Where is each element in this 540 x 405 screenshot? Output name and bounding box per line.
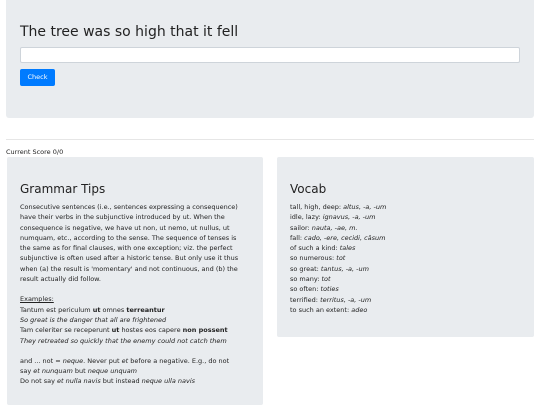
vocab-item: fall: cado, -ere, cecidi, cāsum: [290, 233, 386, 242]
example-translation: So great is the danger that all are frightened: [20, 315, 167, 324]
vocab-item: idle, lazy: ignavus, -a, -um: [290, 213, 376, 222]
negation-note: and ... not = neque. Never put et before a negative. E.g., do not: [20, 356, 230, 365]
grammar-intro-line: when (a) the result is 'momentary' and not continuous, and (b) the: [20, 264, 238, 273]
vocab-card: [277, 157, 534, 337]
vocab-item: so many: tot: [290, 275, 331, 284]
grammar-tips-card: [7, 157, 263, 405]
grammar-tips-body: [20, 202, 256, 387]
grammar-intro-line: consequence is negative, we have ut non, ut nemo, ut nullus, ut: [20, 223, 230, 232]
grammar-intro-line: result actually did follow.: [20, 275, 101, 284]
grammar-intro-line: have their verbs in the subjunctive introduced by ut. When the: [20, 213, 225, 222]
check-button[interactable]: Check: [20, 69, 55, 86]
answer-input[interactable]: [20, 47, 520, 63]
vocab-item: terrified: territus, -a, -um: [290, 295, 372, 304]
grammar-tips-title: Grammar Tips: [20, 182, 106, 196]
vocab-title: Vocab: [290, 182, 327, 196]
example-latin: Tantum est periculum ut omnes terreantur: [20, 305, 165, 314]
examples-heading: Examples:: [20, 295, 54, 304]
current-score: Current Score 0/0: [6, 148, 64, 156]
grammar-intro-line: subjunctive is often used after a historic tense. But only use it thus: [20, 254, 239, 263]
example-translation: They retreated so quickly that the enemy could not catch them: [20, 336, 227, 345]
vocab-item: sailor: nauta, -ae, m.: [290, 223, 358, 232]
vocab-list: [290, 202, 526, 315]
grammar-intro-line: Consecutive sentences (i.e., sentences expressing a consequence): [20, 203, 238, 211]
vocab-item: so numerous: tot: [290, 254, 346, 263]
vocab-item: of such a kind: tales: [290, 244, 356, 253]
exercise-panel: [6, 0, 534, 118]
grammar-intro-line: numquam, etc., according to the sense. The sequence of tenses is: [20, 233, 237, 242]
exercise-sentence: The tree was so high that it fell: [20, 24, 239, 40]
negation-note: say et nunquam but neque unquam: [20, 367, 138, 376]
divider: [6, 139, 534, 140]
grammar-intro: [20, 202, 256, 284]
vocab-item: tall, high, deep: altus, -a, -um: [290, 203, 387, 211]
vocab-item: so great: tantus, -a, -um: [290, 264, 369, 273]
grammar-intro-line: the same as for final clauses, with one exception; viz. the perfect: [20, 244, 233, 253]
vocab-item: to such an extent: adeo: [290, 305, 368, 314]
negation-note: Do not say et nulla navis but instead neque ulla navis: [20, 377, 196, 386]
vocab-item: so often: toties: [290, 285, 339, 294]
example-latin: Tam celeriter se receperunt ut hostes eos capere non possent: [20, 326, 228, 335]
